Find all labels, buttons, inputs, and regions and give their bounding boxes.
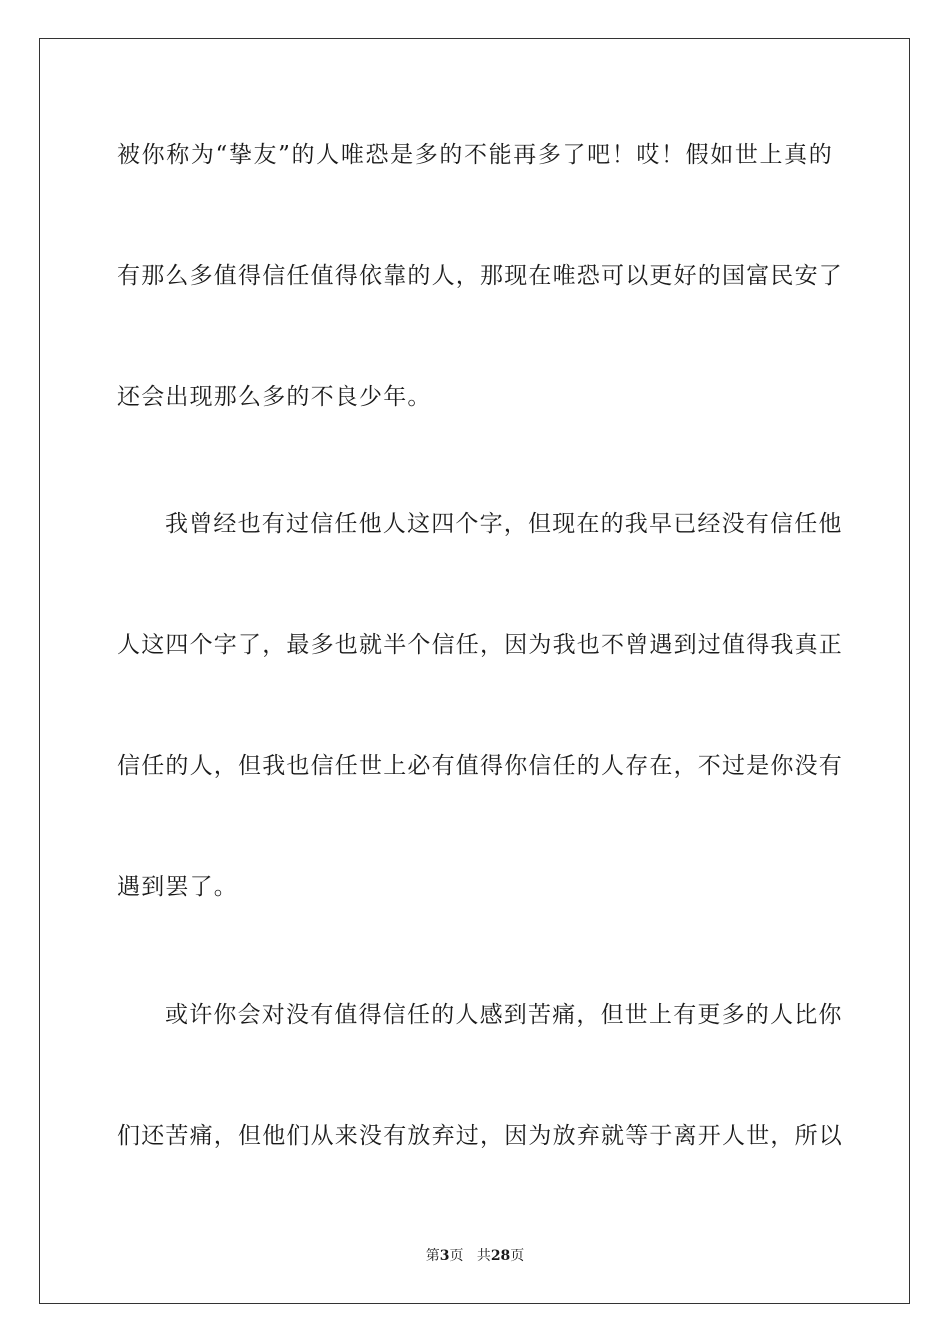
paragraph-line: 我曾经也有过信任他人这四个字，但现在的我早已经没有信任他 (165, 511, 843, 537)
paragraph-line: 们还苦痛，但他们从来没有放弃过，因为放弃就等于离开人世，所以 (117, 1123, 843, 1149)
paragraph-line: 被你称为“挚友”的人唯恐是多的不能再多了吧！哎！假如世上真的 (117, 142, 833, 168)
total-suffix: 页 (510, 1248, 525, 1264)
paragraph-line: 或许你会对没有值得信任的人感到苦痛，但世上有更多的人比你 (165, 1002, 843, 1028)
page-number: 3 (439, 1248, 450, 1264)
paragraph-line: 遇到罢了。 (117, 874, 238, 900)
page-border (39, 38, 910, 1304)
paragraph-line: 有那么多值得信任值得依靠的人，那现在唯恐可以更好的国富民安了 (117, 263, 843, 289)
page-suffix: 页 (449, 1248, 464, 1264)
page-footer (0, 1247, 950, 1265)
paragraph-line: 人这四个字了，最多也就半个信任，因为我也不曾遇到过值得我真正 (117, 632, 843, 658)
page-prefix: 第 (425, 1248, 440, 1264)
paragraph-line: 信任的人，但我也信任世上必有值得你信任的人存在，不过是你没有 (117, 753, 843, 779)
total-prefix: 共 (476, 1248, 491, 1264)
paragraph-line: 还会出现那么多的不良少年。 (117, 384, 432, 410)
total-pages: 28 (490, 1248, 511, 1264)
